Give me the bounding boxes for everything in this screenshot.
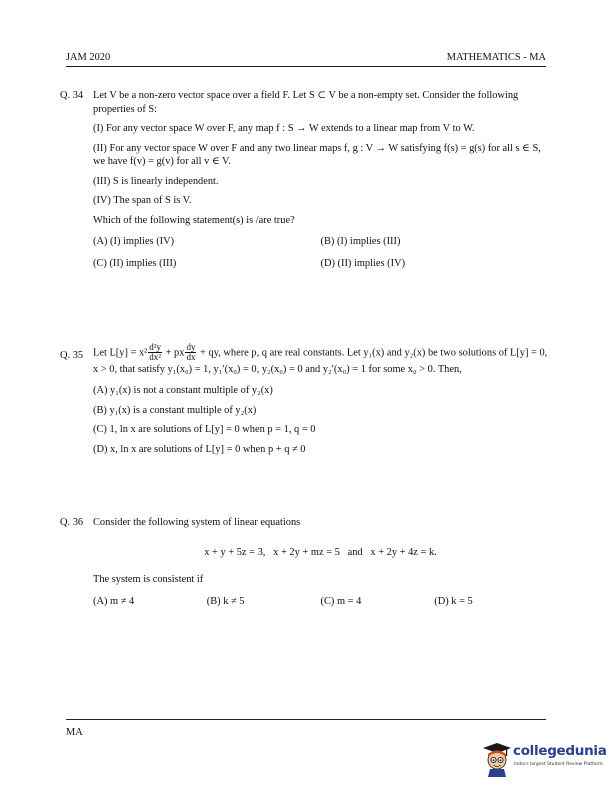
option-c: (C) 1, ln x are solutions of L[y] = 0 when p = 1, q = 0: [93, 424, 316, 436]
footer-rule: [66, 719, 546, 720]
brand-tagline: India's largest Student Review Platform: [514, 762, 603, 767]
header-rule: [66, 66, 546, 67]
option-a: (A) (I) implies (IV): [93, 236, 175, 248]
question-34: [60, 89, 548, 270]
option-a: (A) y₁(x) is not a constant multiple of y₂(x): [93, 385, 273, 397]
option-c: (C) m = 4: [320, 595, 362, 607]
options: [93, 235, 548, 270]
page-header: [66, 51, 546, 65]
question-stem: Consider the following system of linear equations: [93, 517, 301, 528]
option-d: (D) x, ln x are solutions of L[y] = 0 when p + q ≠ 0: [93, 443, 306, 455]
property-4: (IV) The span of S is V.: [93, 195, 192, 207]
collegedunia-logo: [482, 741, 606, 777]
subject-name: MATHEMATICS - MA: [446, 52, 546, 63]
question-number: Q. 36: [60, 517, 84, 528]
option-b: (B) y₁(x) is a constant multiple of y₂(x): [93, 404, 257, 416]
question-number: Q. 34: [60, 90, 84, 101]
exam-name: JAM 2020: [66, 52, 111, 63]
option-d: (D) k = 5: [434, 595, 473, 607]
question-35: [60, 343, 548, 462]
brand-name: collegedunia: [513, 743, 607, 759]
option-c: (C) (II) implies (III): [93, 257, 177, 269]
question-number: Q. 35: [60, 350, 84, 361]
property-2: (II) For any vector space W over F and any two linear maps f, g : V → W satisfying f(s) = g(s) for all s ∈ S, we have f(v) = g(v) for all v ∈ V.: [93, 142, 541, 168]
options: [93, 595, 548, 609]
question-ask: The system is consistent if: [93, 574, 204, 586]
mascot-icon: [482, 741, 512, 777]
question-stem: Let L[y] = x² $\frac{\text{d²y}}{\text{dx²}}$ + px $\frac{dy}{dx}$ + qy, where p, q are real constants. Let y₁(x) and y₂(x) be two solutions of L[y] = 0, x > 0, that satisfy y₁(x₀) = 1, y₁′(x₀) = 0, y₂(x₀) = 0 and y₂′(x₀) = 1 for some x₀ > 0. Then,: [93, 342, 548, 375]
property-1: (I) For any vector space W over F, any map f : S → W extends to a linear map from V to W.: [93, 123, 475, 135]
option-b: (B) (I) implies (III): [320, 236, 401, 248]
option-d: (D) (II) implies (IV): [320, 257, 406, 269]
question-ask: Which of the following statement(s) is /are true?: [93, 214, 295, 226]
second-derivative: $\frac{\text{d²y}}{\text{dx²}}$: [149, 342, 161, 363]
option-b: (B) k ≠ 5: [206, 595, 245, 607]
footer-code: MA: [66, 727, 83, 738]
first-derivative: $\frac{dy}{dx}$: [186, 342, 196, 363]
question-stem: Let V be a non-zero vector space over a field F. Let S ⊂ V be a non-empty set. Consider the following properties of S:: [93, 90, 519, 115]
equation-system: x + y + 5z = 3, x + 2y + mz = 5 and x + 2y + 4z = k.: [204, 546, 437, 558]
property-3: (III) S is linearly independent.: [93, 175, 219, 187]
question-36: [60, 516, 548, 608]
option-a: (A) m ≠ 4: [93, 595, 135, 607]
